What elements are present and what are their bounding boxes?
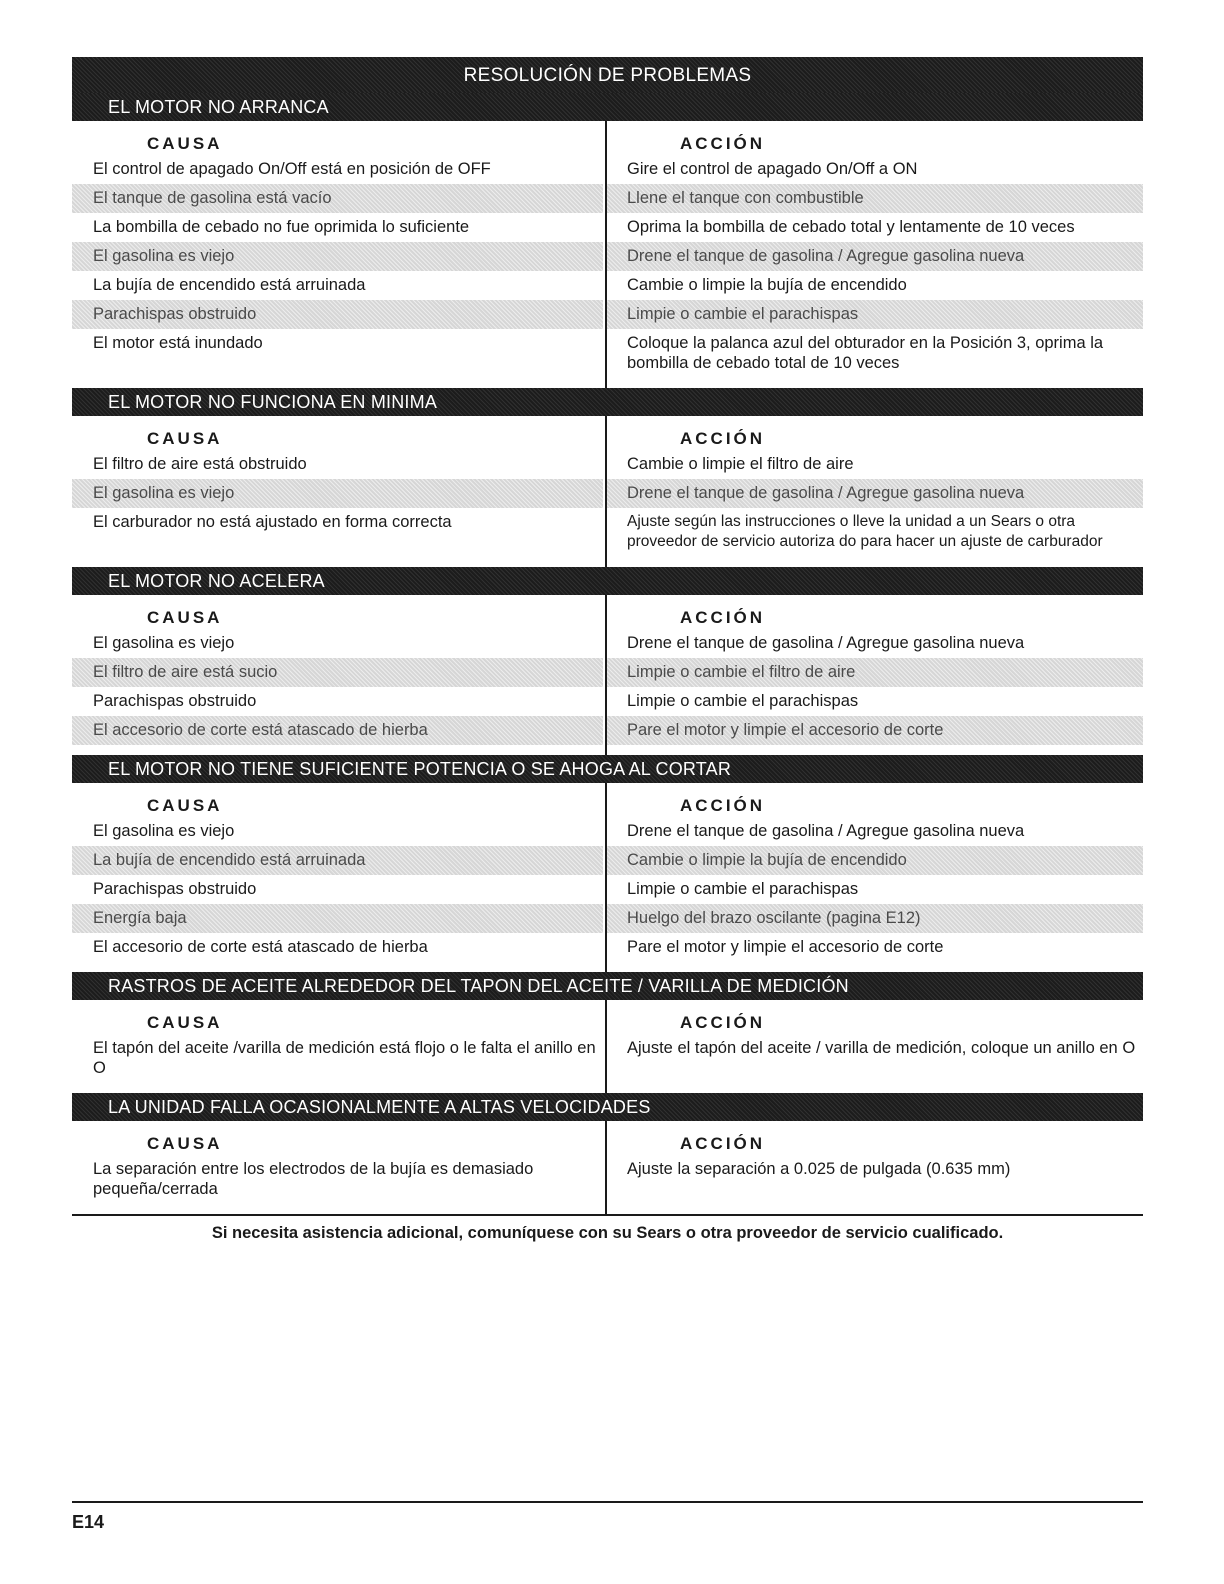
section-header: EL MOTOR NO ACELERA — [72, 567, 1143, 595]
section-body — [72, 416, 1143, 567]
table-row — [72, 508, 1143, 557]
section-body — [72, 783, 1143, 972]
column-divider — [605, 416, 607, 567]
action-cell: Coloque la palanca azul del obturador en la Posición 3, oprima la bombilla de cebado total de 10 veces — [627, 334, 1104, 372]
section-body — [72, 1121, 1143, 1214]
action-cell: Oprima la bombilla de cebado total y lentamente de 10 veces — [627, 218, 1075, 236]
cause-cell: El control de apagado On/Off está en posición de OFF — [93, 160, 491, 178]
section — [72, 972, 1143, 1093]
cause-cell: El gasolina es viejo — [93, 634, 235, 652]
table-row — [72, 329, 1143, 378]
action-cell: Limpie o cambie el parachispas — [605, 300, 1143, 329]
column-headings — [72, 607, 1143, 629]
page-title: RESOLUCIÓN DE PROBLEMAS — [72, 57, 1143, 93]
table-row — [72, 875, 1143, 904]
table-row — [72, 904, 1143, 933]
table-row — [72, 629, 1143, 658]
action-cell: Drene el tanque de gasolina / Agregue gasolina nueva — [605, 242, 1143, 271]
cause-cell: El tapón del aceite /varilla de medición está flojo o le falta el anillo en O — [93, 1039, 596, 1077]
section-body — [72, 121, 1143, 388]
sections-container — [72, 93, 1143, 1214]
column-headings — [72, 133, 1143, 155]
action-cell: Drene el tanque de gasolina / Agregue gasolina nueva — [605, 479, 1143, 508]
action-cell: Cambie o limpie el filtro de aire — [627, 455, 854, 473]
causa-heading: CAUSA — [147, 1013, 223, 1032]
column-headings — [72, 1133, 1143, 1155]
action-cell: Limpie o cambie el parachispas — [627, 692, 859, 710]
cause-cell: El filtro de aire está sucio — [72, 658, 603, 687]
accion-heading: ACCIÓN — [680, 796, 766, 815]
table-row — [72, 271, 1143, 300]
page-number: E14 — [72, 1512, 105, 1532]
section-header: RASTROS DE ACEITE ALREDEDOR DEL TAPON DEL ACEITE / VARILLA DE MEDICIÓN — [72, 972, 1143, 1000]
causa-heading: CAUSA — [147, 608, 223, 627]
table-row — [72, 846, 1143, 875]
section-header: EL MOTOR NO ARRANCA — [72, 93, 1143, 121]
cause-cell: El accesorio de corte está atascado de hierba — [93, 938, 428, 956]
table-row — [72, 450, 1143, 479]
cause-cell: La bombilla de cebado no fue oprimida lo suficiente — [93, 218, 470, 236]
table-row — [72, 155, 1143, 184]
table-row — [72, 933, 1143, 962]
causa-heading: CAUSA — [147, 796, 223, 815]
action-cell: Drene el tanque de gasolina / Agregue gasolina nueva — [627, 822, 1025, 840]
cause-cell: El tanque de gasolina está vacío — [72, 184, 603, 213]
column-divider — [605, 1000, 607, 1093]
cause-cell: El accesorio de corte está atascado de hierba — [72, 716, 603, 745]
accion-heading: ACCIÓN — [680, 1134, 766, 1153]
causa-heading: CAUSA — [147, 429, 223, 448]
causa-heading: CAUSA — [147, 1134, 223, 1153]
column-divider — [605, 595, 607, 755]
cause-cell: El carburador no está ajustado en forma correcta — [93, 513, 452, 531]
action-cell: Ajuste la separación a 0.025 de pulgada (0.635 mm) — [627, 1160, 1011, 1178]
cause-cell: Energía baja — [72, 904, 603, 933]
table-row — [72, 242, 1143, 271]
action-cell: Pare el motor y limpie el accesorio de corte — [605, 716, 1143, 745]
cause-cell: El filtro de aire está obstruido — [93, 455, 307, 473]
cause-cell: El gasolina es viejo — [72, 479, 603, 508]
action-cell: Cambie o limpie la bujía de encendido — [605, 846, 1143, 875]
section-body — [72, 595, 1143, 755]
action-cell: Limpie o cambie el filtro de aire — [605, 658, 1143, 687]
cause-cell: El motor está inundado — [93, 334, 263, 352]
action-cell: Ajuste el tapón del aceite / varilla de medición, coloque un anillo en O — [627, 1039, 1136, 1057]
action-cell: Gire el control de apagado On/Off a ON — [627, 160, 918, 178]
accion-heading: ACCIÓN — [680, 429, 766, 448]
cause-cell: El gasolina es viejo — [72, 242, 603, 271]
accion-heading: ACCIÓN — [680, 1013, 766, 1032]
section — [72, 93, 1143, 388]
table-row — [72, 687, 1143, 716]
column-headings — [72, 428, 1143, 450]
section — [72, 567, 1143, 755]
cause-cell: Parachispas obstruido — [72, 300, 603, 329]
cause-cell: La bujía de encendido está arruinada — [72, 846, 603, 875]
cause-cell: Parachispas obstruido — [93, 880, 257, 898]
column-divider — [605, 121, 607, 388]
table-row — [72, 184, 1143, 213]
action-cell: Limpie o cambie el parachispas — [627, 880, 859, 898]
table-row — [72, 300, 1143, 329]
section-header: EL MOTOR NO FUNCIONA EN MINIMA — [72, 388, 1143, 416]
section-header: LA UNIDAD FALLA OCASIONALMENTE A ALTAS VELOCIDADES — [72, 1093, 1143, 1121]
action-cell: Huelgo del brazo oscilante (pagina E12) — [605, 904, 1143, 933]
column-divider — [605, 783, 607, 972]
cause-cell: La bujía de encendido está arruinada — [93, 276, 366, 294]
table-row — [72, 479, 1143, 508]
footer-note: Si necesita asistencia adicional, comuníquese con su Sears o otra proveedor de servicio cualificado. — [72, 1214, 1143, 1243]
causa-heading: CAUSA — [147, 134, 223, 153]
section-body — [72, 1000, 1143, 1093]
table-row — [72, 1034, 1143, 1083]
bottom-divider — [72, 1501, 1143, 1503]
cause-cell: Parachispas obstruido — [93, 692, 257, 710]
cause-cell: El gasolina es viejo — [93, 822, 235, 840]
action-cell: Llene el tanque con combustible — [605, 184, 1143, 213]
section — [72, 755, 1143, 972]
table-row — [72, 1155, 1143, 1204]
column-divider — [605, 1121, 607, 1214]
accion-heading: ACCIÓN — [680, 134, 766, 153]
section — [72, 1093, 1143, 1214]
action-cell: Pare el motor y limpie el accesorio de corte — [627, 938, 944, 956]
action-cell: Ajuste según las instrucciones o lleve la unidad a un Sears o otra proveedor de servicio autoriza do para hacer un ajuste de carburador — [627, 513, 1103, 550]
section — [72, 388, 1143, 567]
section-header: EL MOTOR NO TIENE SUFICIENTE POTENCIA O SE AHOGA AL CORTAR — [72, 755, 1143, 783]
table-row — [72, 213, 1143, 242]
table-row — [72, 716, 1143, 745]
troubleshooting-table — [72, 57, 1143, 1243]
action-cell: Drene el tanque de gasolina / Agregue gasolina nueva — [627, 634, 1025, 652]
action-cell: Cambie o limpie la bujía de encendido — [627, 276, 907, 294]
column-headings — [72, 1012, 1143, 1034]
table-row — [72, 658, 1143, 687]
table-row — [72, 817, 1143, 846]
accion-heading: ACCIÓN — [680, 608, 766, 627]
cause-cell: La separación entre los electrodos de la bujía es demasiado pequeña/cerrada — [93, 1160, 534, 1198]
column-headings — [72, 795, 1143, 817]
